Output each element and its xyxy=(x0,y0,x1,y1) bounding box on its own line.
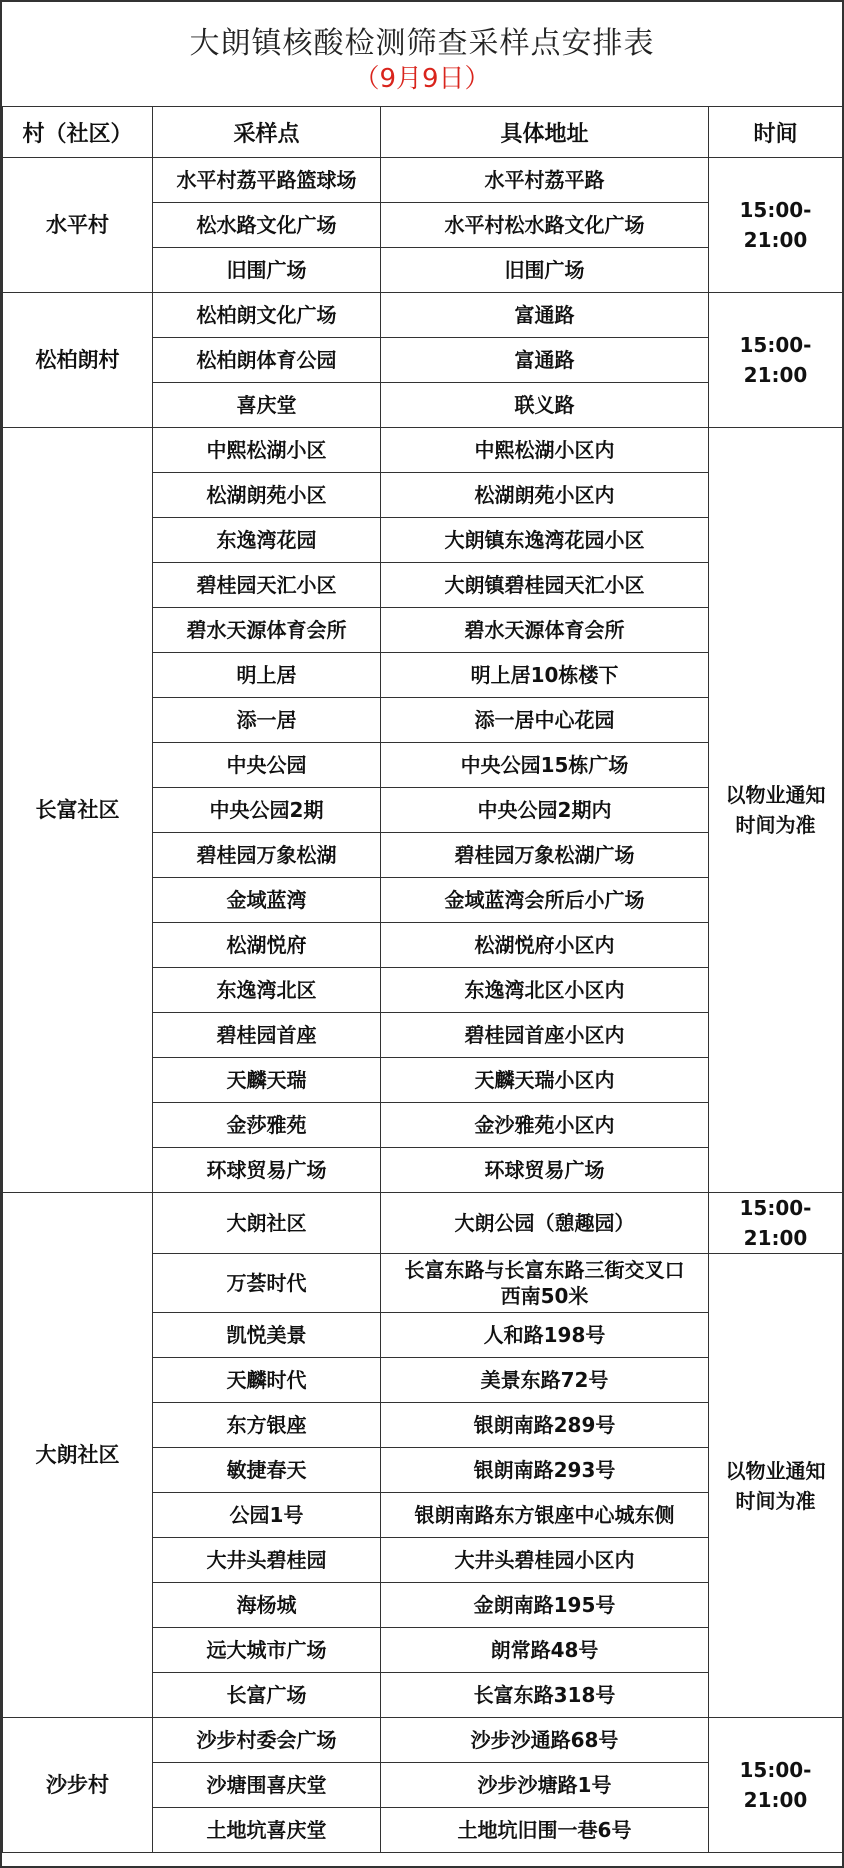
site-cell: 土地坑喜庆堂 xyxy=(153,1808,381,1853)
address-cell: 朗常路48号 xyxy=(381,1628,709,1673)
site-cell: 天麟天瑞 xyxy=(153,1058,381,1103)
address-cell: 土地坑旧围一巷6号 xyxy=(381,1808,709,1853)
address-cell: 沙步沙通路68号 xyxy=(381,1718,709,1763)
address-cell: 碧桂园万象松湖广场 xyxy=(381,833,709,878)
village-cell: 沙步村 xyxy=(3,1718,153,1853)
header-address: 具体地址 xyxy=(381,107,709,158)
address-cell xyxy=(381,1254,709,1313)
site-cell: 旧围广场 xyxy=(153,248,381,293)
site-cell: 碧桂园万象松湖 xyxy=(153,833,381,878)
site-cell: 长富广场 xyxy=(153,1673,381,1718)
address-cell: 松湖悦府小区内 xyxy=(381,923,709,968)
address-cell: 中央公园2期内 xyxy=(381,788,709,833)
address-cell: 旧围广场 xyxy=(381,248,709,293)
time-note-line1: 以物业通知 xyxy=(725,1458,826,1483)
address-cell: 金朗南路195号 xyxy=(381,1583,709,1628)
table-row xyxy=(3,1193,843,1254)
time-cell: 15:00-21:00 xyxy=(709,158,843,293)
page-title: 大朗镇核酸检测筛查采样点安排表 xyxy=(189,26,655,61)
address-cell: 金域蓝湾会所后小广场 xyxy=(381,878,709,923)
address-cell: 富通路 xyxy=(381,293,709,338)
address-cell: 天麟天瑞小区内 xyxy=(381,1058,709,1103)
site-cell: 金域蓝湾 xyxy=(153,878,381,923)
table-row xyxy=(3,1718,843,1763)
address-cell: 联义路 xyxy=(381,383,709,428)
site-cell: 松柏朗体育公园 xyxy=(153,338,381,383)
site-cell: 松湖朗苑小区 xyxy=(153,473,381,518)
site-cell: 中熙松湖小区 xyxy=(153,428,381,473)
site-cell: 环球贸易广场 xyxy=(153,1148,381,1193)
site-cell: 敏捷春天 xyxy=(153,1448,381,1493)
site-cell: 松湖悦府 xyxy=(153,923,381,968)
site-cell: 水平村荔平路篮球场 xyxy=(153,158,381,203)
site-cell: 碧桂园首座 xyxy=(153,1013,381,1058)
village-cell: 水平村 xyxy=(3,158,153,293)
village-cell: 长富社区 xyxy=(3,428,153,1193)
time-note-line1: 以物业通知 xyxy=(725,783,826,807)
site-cell: 碧桂园天汇小区 xyxy=(153,563,381,608)
date-subtitle: （9月9日） xyxy=(353,64,491,94)
table-row xyxy=(3,158,843,203)
address-cell: 沙步沙塘路1号 xyxy=(381,1763,709,1808)
address-cell: 添一居中心花园 xyxy=(381,698,709,743)
site-cell: 远大城市广场 xyxy=(153,1628,381,1673)
address-cell: 银朗南路293号 xyxy=(381,1448,709,1493)
sampling-sites-table xyxy=(2,106,843,1853)
time-note-line2: 时间为准 xyxy=(735,813,816,837)
address-cell: 水平村荔平路 xyxy=(381,158,709,203)
table-header-row xyxy=(3,107,843,158)
time-note-line2: 时间为准 xyxy=(735,1488,816,1513)
address-cell: 水平村松水路文化广场 xyxy=(381,203,709,248)
site-cell: 天麟时代 xyxy=(153,1358,381,1403)
site-cell: 海杨城 xyxy=(153,1583,381,1628)
header-time: 时间 xyxy=(709,107,843,158)
header-village: 村（社区） xyxy=(3,107,153,158)
address-cell: 中熙松湖小区内 xyxy=(381,428,709,473)
time-cell: 15:00-21:00 xyxy=(709,1193,843,1254)
site-cell: 中央公园 xyxy=(153,743,381,788)
address-cell: 中央公园15栋广场 xyxy=(381,743,709,788)
site-cell: 凯悦美景 xyxy=(153,1313,381,1358)
site-cell: 沙步村委会广场 xyxy=(153,1718,381,1763)
site-cell: 金莎雅苑 xyxy=(153,1103,381,1148)
address-cell: 松湖朗苑小区内 xyxy=(381,473,709,518)
address-cell: 金沙雅苑小区内 xyxy=(381,1103,709,1148)
village-cell: 大朗社区 xyxy=(3,1193,153,1718)
site-cell: 松柏朗文化广场 xyxy=(153,293,381,338)
site-cell: 东逸湾北区 xyxy=(153,968,381,1013)
site-cell: 喜庆堂 xyxy=(153,383,381,428)
village-cell: 松柏朗村 xyxy=(3,293,153,428)
address-cell: 美景东路72号 xyxy=(381,1358,709,1403)
address-cell: 碧水天源体育会所 xyxy=(381,608,709,653)
site-cell: 公园1号 xyxy=(153,1493,381,1538)
table-row xyxy=(3,293,843,338)
time-cell: 15:00-21:00 xyxy=(709,1718,843,1853)
address-cell: 大井头碧桂园小区内 xyxy=(381,1538,709,1583)
site-cell: 沙塘围喜庆堂 xyxy=(153,1763,381,1808)
site-cell: 中央公园2期 xyxy=(153,788,381,833)
site-cell: 松水路文化广场 xyxy=(153,203,381,248)
site-cell: 东逸湾花园 xyxy=(153,518,381,563)
site-cell: 碧水天源体育会所 xyxy=(153,608,381,653)
time-cell: 15:00-21:00 xyxy=(709,293,843,428)
site-cell: 万荟时代 xyxy=(153,1254,381,1313)
address-line2: 西南50米 xyxy=(500,1284,589,1308)
address-cell: 人和路198号 xyxy=(381,1313,709,1358)
address-cell: 东逸湾北区小区内 xyxy=(381,968,709,1013)
time-cell xyxy=(709,1254,843,1718)
site-cell: 添一居 xyxy=(153,698,381,743)
address-cell: 长富东路318号 xyxy=(381,1673,709,1718)
site-cell: 大井头碧桂园 xyxy=(153,1538,381,1583)
site-cell: 东方银座 xyxy=(153,1403,381,1448)
address-line1: 长富东路与长富东路三街交叉口 xyxy=(404,1258,685,1282)
address-cell: 明上居10栋楼下 xyxy=(381,653,709,698)
site-cell: 明上居 xyxy=(153,653,381,698)
address-cell: 大朗公园（憩趣园） xyxy=(381,1193,709,1254)
title-block xyxy=(2,2,842,106)
address-cell: 碧桂园首座小区内 xyxy=(381,1013,709,1058)
address-cell: 银朗南路289号 xyxy=(381,1403,709,1448)
header-site: 采样点 xyxy=(153,107,381,158)
table-row xyxy=(3,428,843,473)
address-cell: 银朗南路东方银座中心城东侧 xyxy=(381,1493,709,1538)
address-cell: 环球贸易广场 xyxy=(381,1148,709,1193)
address-cell: 富通路 xyxy=(381,338,709,383)
site-cell: 大朗社区 xyxy=(153,1193,381,1254)
time-cell xyxy=(709,428,843,1193)
address-cell: 大朗镇东逸湾花园小区 xyxy=(381,518,709,563)
address-cell: 大朗镇碧桂园天汇小区 xyxy=(381,563,709,608)
